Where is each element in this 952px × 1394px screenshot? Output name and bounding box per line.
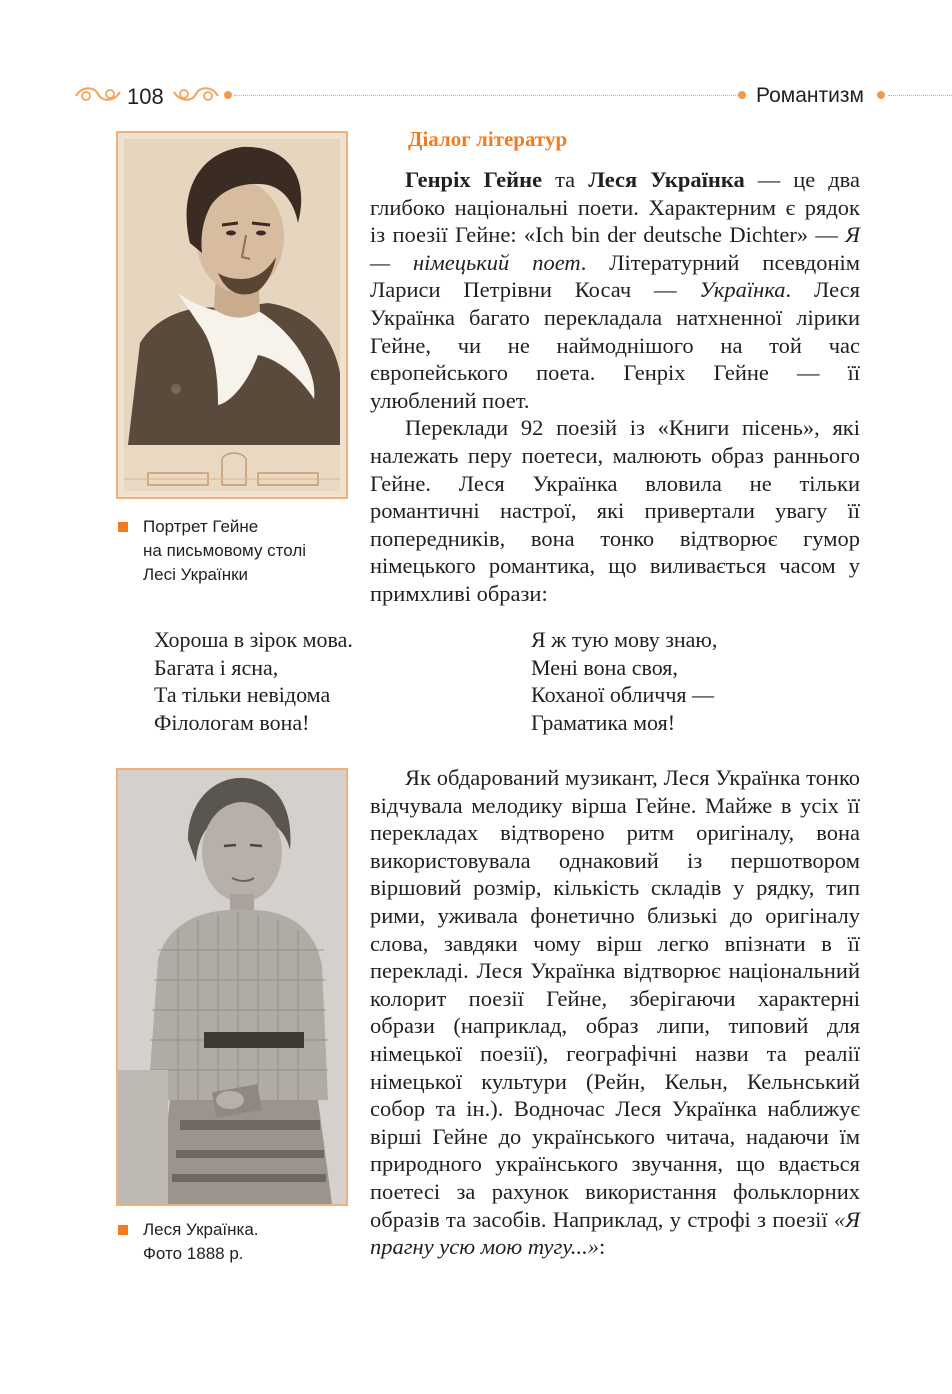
lesya-photo-caption [143, 1218, 259, 1266]
text-run: . Літературний псевдонім Лариси Петрівни Косач — [370, 249, 860, 303]
caption-line: Леся Українка. [143, 1220, 259, 1239]
paragraph-3 [370, 764, 860, 1261]
left-ornament-icon [74, 82, 124, 106]
header-rule [888, 95, 952, 96]
chapter-title: Романтизм [756, 84, 864, 107]
caption-bullet [118, 1225, 128, 1235]
header-dot [224, 91, 232, 99]
poem-line: Коханої обличчя — [531, 682, 715, 708]
paragraph-1 [370, 166, 860, 414]
poem-line: Граматика моя! [531, 710, 676, 736]
header-dot [877, 91, 885, 99]
poem-line: Мені вона своя, [531, 654, 678, 680]
poem-line: Філологам вона! [154, 710, 310, 736]
section-title: Діалог літератур [408, 127, 568, 151]
page-number: 108 [127, 84, 164, 109]
heine-quote: Я — німецький поет [370, 222, 860, 275]
text-run: : [599, 1234, 606, 1260]
lesya-photo-image [116, 768, 348, 1206]
text-run: Як обдарований музикант, Леся Українка тонко відчувала мелодику вірша Гейне. Майже в усіх її перекладах відтворено ритм оригіналу, вона використовувала однаковий із першотвором віршовий розмір, кількість складів у рядку, тип рими, уживала фонетично близькі до оригіналу слова, завдяки чому вірш легко впізнати в її перекладі. Леся Українка відтворює національний колорит поезії Гейне, зберігаючи характерні образи (наприклад, образ липи, типовий для німецької поезії), географічні назви та реалії німецької культури (Рейн, Кельн, Кельнський собор та ін.). Водночас Леся Українка наближує вірші Гейне до українського читача, надаючи їм природного українського звучання, що вдається поетесі за рахунок використання фольклорних образів та засобів. Наприклад, у строфі з поезії [370, 765, 860, 1232]
analysis-text [370, 764, 860, 1261]
text-run: — це два глибоко національні поети. Характерним є рядок із поезії Гейне: «Ich bin der deutsche Dichter» — [370, 167, 860, 248]
caption-line: Лесі Українки [143, 565, 249, 584]
text-run: та [542, 167, 589, 192]
heine-portrait-image [116, 131, 348, 499]
poem-line: Хороша в зірок мова. [154, 627, 353, 652]
poem-line: Та тільки невідома [154, 682, 331, 708]
poem-right-column [531, 626, 717, 737]
poem-title: «Я прагну усю мою тугу...» [370, 1206, 860, 1260]
header-dot [738, 91, 746, 99]
pseudonym: Українка [699, 277, 786, 303]
name-heine: Генріх Гейне [405, 167, 543, 192]
poem-left-column [154, 626, 353, 737]
text-run: . Леся Українка багато перекладала натхненної лірики Гейне, чи не наймоднішого на той час європейського поета. Генріх Гейне — її улюблений поет. [370, 277, 860, 413]
header-rule [234, 95, 738, 96]
caption-bullet [118, 522, 128, 532]
poem-line: Я ж тую мову знаю, [531, 627, 718, 652]
caption-line: на письмовому столі [143, 541, 307, 560]
paragraph-2: Переклади 92 поезій із «Книги пісень», які належать перу поетеси, малюють образ раннього Гейне. Леся Українка вловила не тільки романтичні настрої, які привертали увагу її попередників, вона тонко відтворює гумор німецького романтика, що виливається часом у примхливі образи: [370, 415, 860, 606]
right-ornament-icon [170, 82, 220, 106]
caption-line: Портрет Гейне [143, 517, 259, 536]
intro-text [370, 166, 860, 608]
poem-line: Багата і ясна, [154, 654, 279, 680]
page-header [0, 76, 952, 116]
caption-line: Фото 1888 р. [143, 1244, 244, 1263]
heine-portrait-caption [143, 515, 306, 587]
name-lesya: Леся Українка [588, 167, 745, 192]
